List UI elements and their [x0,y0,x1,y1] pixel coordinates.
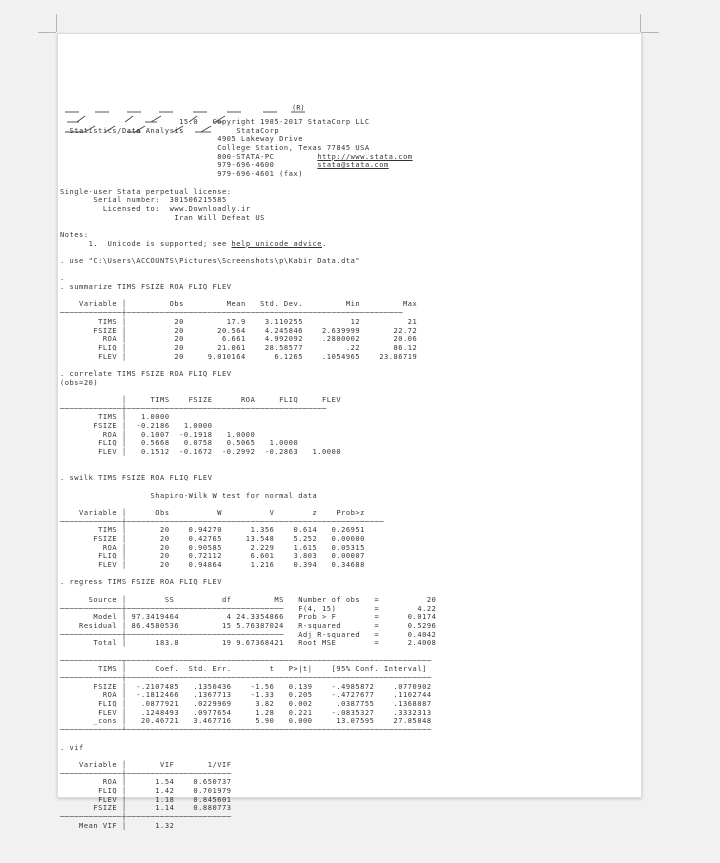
swilk-rows [60,526,590,569]
table-row: ROA │ 20 6.661 4.992092 .2800002 20.06 [60,335,418,344]
crop-mark-top-right-v [640,14,641,32]
table-row: FSIZE │ 20 0.42765 13.548 5.252 0.00000 [60,535,365,543]
vif-rows [60,778,590,813]
vif-rule-2: ─────────────┼────────────────────── [60,813,232,821]
cmd-correlate: . correlate TIMS FSIZE ROA FLIQ FLEV [60,369,232,378]
stata-url-link[interactable]: http://www.stata.com [317,152,413,161]
version: 15.0 [179,118,199,126]
table-row: FSIZE │ 1.14 0.880773 [60,804,232,813]
vif-header-cells: Variable │ VIF 1/VIF [60,760,232,769]
table-header: Variable │ Obs Mean Std. Dev. Min Max [60,300,418,309]
phone-2: 979-696-4600 [217,161,275,170]
cmd-swilk: . swilk TIMS FSIZE ROA FLIQ FLEV [60,474,213,483]
table-row: Model │ 97.3419464 4 24.3354866 Prob > F = 0.0174 [60,613,437,622]
registered-mark: (R) [292,104,305,112]
notes-tail: . [322,239,327,248]
correlate-rule: ─────────────┼────────────────────────────────────────── [60,404,327,413]
table-row: ROA │ -.1812466 .1367713 -1.33 0.205 -.4727677 .1102744 [60,691,432,700]
correlate-header-cells: │ TIMS FSIZE ROA FLIQ FLEV [60,396,342,404]
swilk-rule: ─────────────┼────────────────────────────────────────────────────── [60,517,384,526]
fax: 979-696-4601 (fax) [217,170,303,179]
licensee-2: Iran Will Defeat US [174,213,265,222]
table-row: FLIQ │ 1.42 0.701979 [60,786,232,795]
license-title: Single-user Stata perpetual license: [60,187,232,196]
crop-mark-top-left-v [56,14,57,32]
license-licensed [60,205,590,214]
table-row: FLEV │ 20 0.94864 1.216 0.394 0.34688 [60,561,365,570]
company: StataCorp [236,126,280,135]
banner-line-5 [60,153,590,162]
summarize-rows [60,318,590,361]
table-row: ROA │ 0.1007 -0.1918 1.0000 [60,430,342,439]
table-row: FLIQ │ 0.5668 0.0758 0.5065 1.0000 [60,439,342,448]
summarize-rule: ─────────────┼────────────────────────────────────────────────────────── [60,309,404,318]
product: Statistics/Data Analysis [69,126,184,135]
phone-1: 800-STATA-PC [217,152,275,161]
regress-anova [60,596,590,648]
cmd-summarize: . summarize TIMS FSIZE ROA FLIQ FLEV [60,283,232,292]
banner-line-6 [60,161,590,170]
table-row: FLIQ │ 20 0.72112 6.601 3.803 0.00007 [60,552,365,561]
table-row: ROA │ 1.54 0.650737 [60,778,232,787]
table-row: Residual │ 86.4580536 15 5.76387024 R-squared = 0.5296 [60,621,437,630]
banner-line-4 [60,144,590,153]
coef-rule-bottom: ─────────────┴──────────────────────────────────────────────────────────────── [60,726,432,735]
table-row: FSIZE │ 20 20.564 4.245846 2.639999 22.72 [60,326,418,335]
address-2: College Station, Texas 77845 USA [217,144,370,153]
copyright: Copyright 1985-2017 StataCorp LLC [212,118,370,126]
table-row: FLEV │ .1248493 .0977654 1.28 0.221 -.0835327 .3332313 [60,708,432,717]
stata-output [60,76,590,830]
banner-line-2 [60,127,590,136]
swilk-header [60,509,590,518]
table-row: FSIZE │ -0.2186 1.0000 [60,422,342,431]
table-row: Total │ 183.8 19 9.67368421 Root MSE = 2.4008 [60,639,437,648]
obs-note: (obs=20) [60,378,99,387]
table-row: FLEV │ 20 9.010164 6.1265 .1054965 23.86719 [60,352,418,361]
cmd-regress: . regress TIMS FSIZE ROA FLIQ FLEV [60,578,222,587]
cmd-use: . use "C:\Users\ACCOUNTS\Pictures\Screenshots\p\Kabir Data.dta" [60,257,361,265]
summarize-header [60,300,590,309]
help-unicode-link[interactable]: help unicode_advice [231,239,323,248]
serial-number: 301506215585 [169,196,227,205]
table-row: _cons │ 20.46721 3.467716 5.90 0.000 13.07595 27.85848 [60,717,432,726]
vif-rule: ─────────────┼────────────────────── [60,769,232,778]
anova-rule: ─────────────┼───────────────────────────────── F(4, 15) = 4.22 [60,604,437,613]
license-serial [60,196,590,205]
table-row: FLIQ │ .0877921 .0229969 3.82 0.002 .0387755 .1368087 [60,700,432,709]
table-row: TIMS │ 20 0.94270 1.356 0.614 0.26951 [60,526,365,535]
banner-line-1 [60,118,590,127]
banner-line-7 [60,170,590,179]
swilk-title-text: Shapiro-Wilk W test for normal data [150,491,318,500]
notes-title: Notes: [60,230,89,239]
coef-header [60,665,590,674]
correlate-header [60,396,590,405]
swilk-title [60,492,590,501]
notes-text: 1. Unicode is supported; see [88,239,227,248]
cmd-vif: . vif [60,743,84,752]
stata-email-link[interactable]: stata@stata.com [317,161,389,170]
correlate-rows [60,413,590,456]
table-row: FLEV │ 1.18 0.845601 [60,795,232,804]
banner-line-3 [60,135,590,144]
serial-label: Serial number: [93,196,161,205]
anova-header: Source │ SS df MS Number of obs = 20 [60,595,437,604]
anova-rule-2: ─────────────┼───────────────────────────────── Adj R-squared = 0.4042 [60,630,437,639]
table-row: TIMS │ 1.0000 [60,413,342,422]
swilk-header-cells: Variable │ Obs W V z Prob>z [60,508,365,517]
vif-header [60,761,590,770]
table-row: FSIZE │ -.2107485 .1350436 -1.56 0.139 -.4985872 .0770902 [60,682,432,691]
cmd-blank: . [60,274,65,283]
crop-mark-top-left-h [38,32,56,33]
coef-rows [60,683,590,726]
coef-rule: ─────────────┼──────────────────────────────────────────────────────────────── [60,674,432,682]
notes-item [60,240,590,249]
table-row: ROA │ 20 0.90585 2.229 1.615 0.05315 [60,543,365,552]
table-row: FLIQ │ 20 21.061 28.58577 .22 86.12 [60,343,418,352]
table-row: TIMS │ 20 17.9 3.110255 12 21 [60,317,418,326]
licensed-label: Licensed to: [102,204,161,213]
address-1: 4905 Lakeway Drive [217,135,303,144]
crop-mark-top-right-h [641,32,659,33]
vif-mean-cells: Mean VIF │ 1.32 [60,821,175,830]
coef-header-cells: TIMS │ Coef. Std. Err. t P>|t| [95% Conf. Interval] [60,665,427,674]
license-licensee2 [60,214,590,223]
coef-rule-top: ─────────────┬──────────────────────────────────────────────────────────────── [60,656,432,665]
vif-mean [60,822,590,831]
table-row: FLEV │ 0.1512 -0.1672 -0.2992 -0.2863 1.0000 [60,448,342,457]
licensee-1: www.Downloadly.ir [169,204,251,213]
